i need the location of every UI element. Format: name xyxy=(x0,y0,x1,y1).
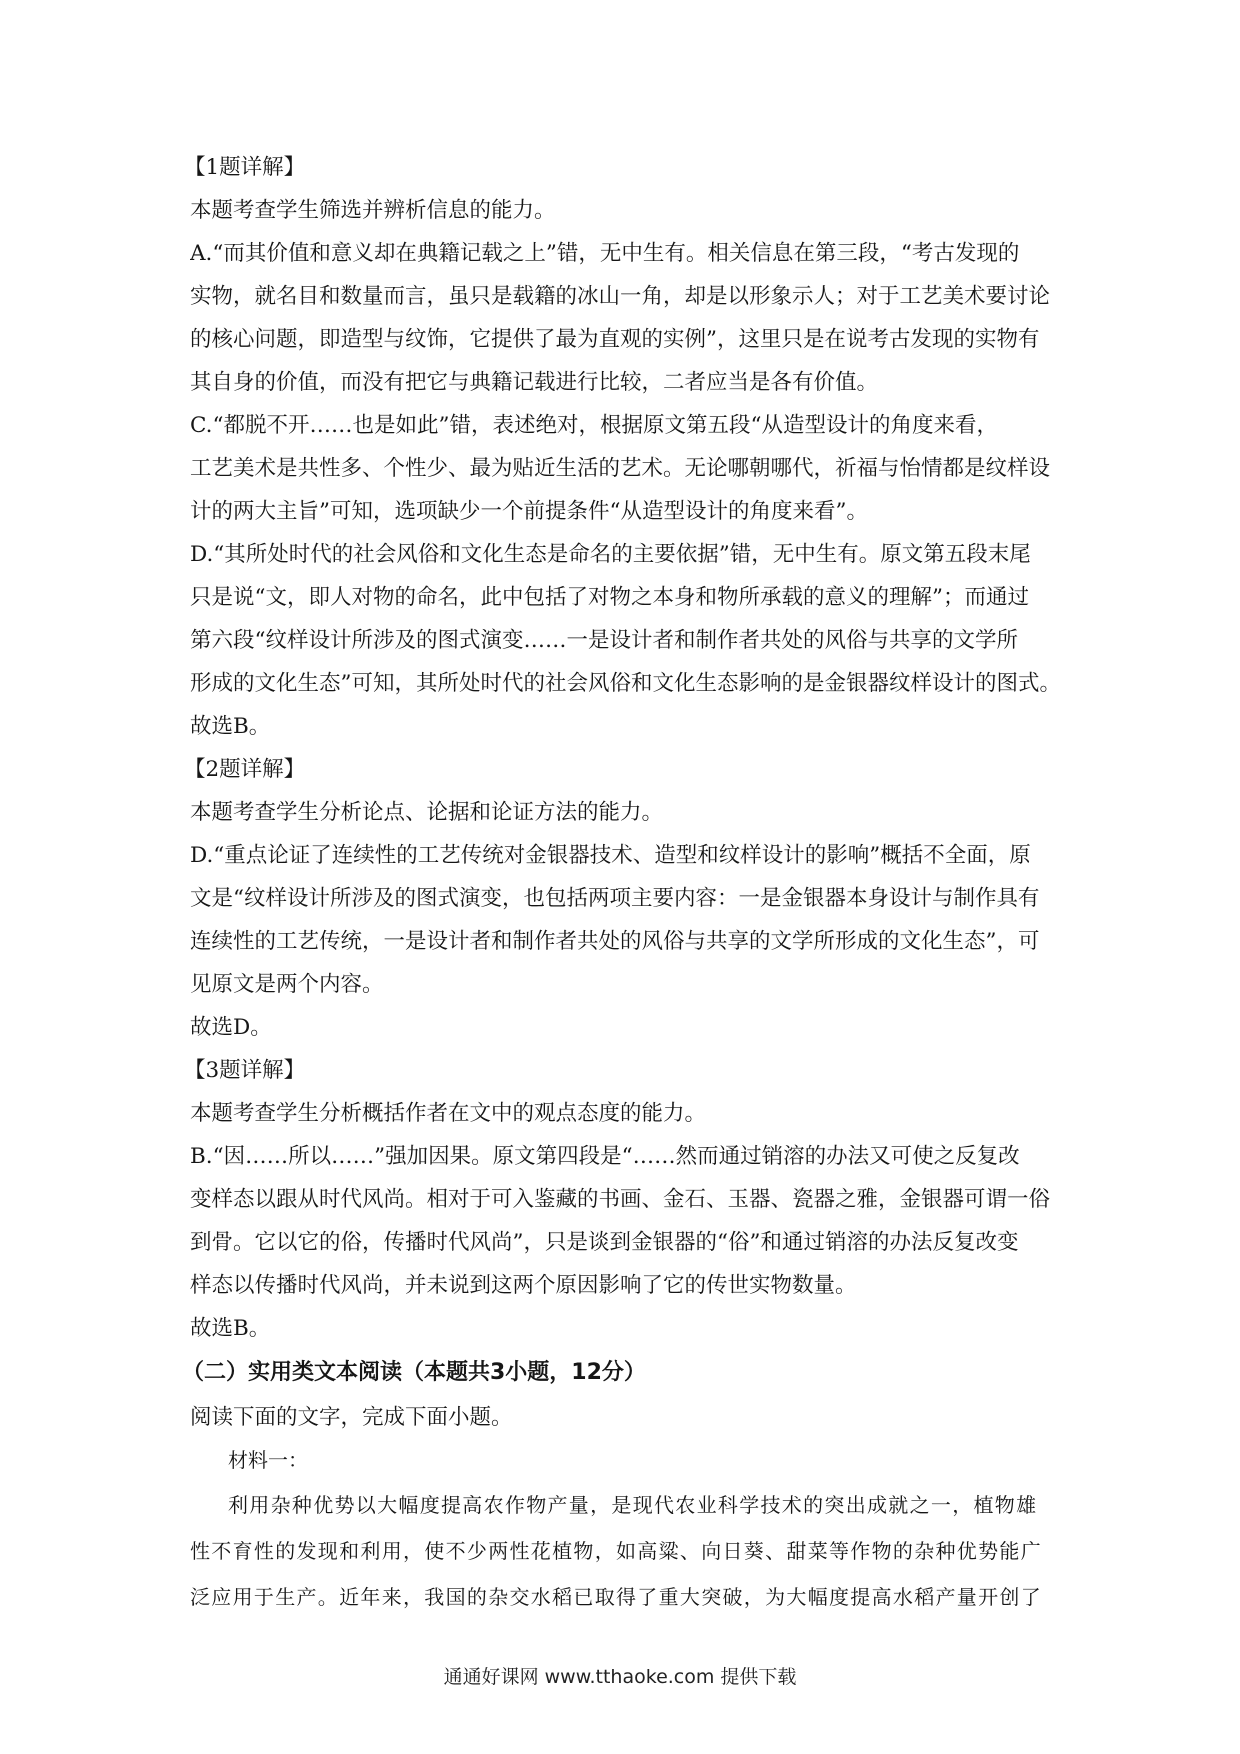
q2-line: 连续性的工艺传统，一是设计者和制作者共处的风俗与共享的文学所形成的文化生态”，可 xyxy=(190,929,1040,954)
q1-line: 其自身的价值，而没有把它与典籍记载进行比较，二者应当是各有价值。 xyxy=(190,370,879,395)
section-instruction: 阅读下面的文字，完成下面小题。 xyxy=(190,1405,513,1430)
q2-explanation xyxy=(190,791,1070,1049)
q2-line: D.“重点论证了连续性的工艺传统对金银器技术、造型和纹样设计的影响”概括不全面，原 xyxy=(190,843,1031,868)
q3-line: 本题考查学生分析概括作者在文中的观点态度的能力。 xyxy=(190,1101,707,1126)
q1-line: A.“而其价值和意义却在典籍记载之上”错，无中生有。相关信息在第三段，“考古发现的 xyxy=(190,241,1020,266)
page-footer: 通通好课网 www.tthaoke.com 提供下载 xyxy=(443,1666,797,1688)
q3-line: 样态以传播时代风尚，并未说到这两个原因影响了它的传世实物数量。 xyxy=(190,1273,857,1298)
q1-line: 第六段“纹样设计所涉及的图式演变……一是设计者和制作者共处的风俗与共享的文学所 xyxy=(190,628,1018,653)
document-body xyxy=(182,146,1070,1620)
q1-line: 本题考查学生筛选并辨析信息的能力。 xyxy=(190,198,556,223)
q2-line: 本题考查学生分析论点、论据和论证方法的能力。 xyxy=(190,800,664,825)
q2-heading: 【2题详解】 xyxy=(184,757,306,782)
q1-explanation xyxy=(190,189,1070,748)
q1-heading: 【1题详解】 xyxy=(184,155,306,180)
q1-line: 只是说“文，即人对物的命名，此中包括了对物之本身和物所承载的意义的理解”；而通过 xyxy=(190,585,1029,610)
material-label: 材料一： xyxy=(228,1448,308,1472)
q3-answer: 故选B。 xyxy=(190,1316,271,1341)
material-passage xyxy=(190,1482,1070,1620)
material-line: 泛应用于生产。近年来，我国的杂交水稻已取得了重大突破，为大幅度提高水稻产量开创了 xyxy=(190,1585,1042,1609)
section-title: （二）实用类文本阅读（本题共3小题，12分） xyxy=(182,1360,646,1385)
material-line: 性不育性的发现和利用，使不少两性花植物，如高粱、向日葵、甜菜等作物的杂种优势能广 xyxy=(190,1539,1042,1563)
q1-line: D.“其所处时代的社会风俗和文化生态是命名的主要依据”错，无中生有。原文第五段末尾 xyxy=(190,542,1031,567)
q3-explanation xyxy=(190,1092,1070,1350)
q1-line: 形成的文化生态”可知，其所处时代的社会风俗和文化生态影响的是金银器纹样设计的图式。 xyxy=(190,671,1061,696)
q3-heading: 【3题详解】 xyxy=(184,1058,306,1083)
q2-line: 见原文是两个内容。 xyxy=(190,972,384,997)
q1-line: 计的两大主旨”可知，选项缺少一个前提条件“从造型设计的角度来看”。 xyxy=(190,499,868,524)
q3-line: 变样态以跟从时代风尚。相对于可入鉴藏的书画、金石、玉器、瓷器之雅，金银器可谓一俗 xyxy=(190,1187,1051,1212)
q3-line: 到骨。它以它的俗，传播时代风尚”，只是谈到金银器的“俗”和通过销溶的办法反复改变 xyxy=(190,1230,1019,1255)
q2-line: 文是“纹样设计所涉及的图式演变，也包括两项主要内容：一是金银器本身设计与制作具有 xyxy=(190,886,1040,911)
q1-answer: 故选B。 xyxy=(190,714,271,739)
q1-line: 工艺美术是共性多、个性少、最为贴近生活的艺术。无论哪朝哪代，祈福与怡情都是纹样设 xyxy=(190,456,1051,481)
q3-line: B.“因……所以……”强加因果。原文第四段是“……然而通过销溶的办法又可使之反复改 xyxy=(190,1144,1020,1169)
q1-line: C.“都脱不开……也是如此”错，表述绝对，根据原文第五段“从造型设计的角度来看， xyxy=(190,413,998,438)
material-line: 利用杂种优势以大幅度提高农作物产量，是现代农业科学技术的突出成就之一，植物雄 xyxy=(228,1493,1038,1517)
q2-answer: 故选D。 xyxy=(190,1015,272,1040)
q1-line: 的核心问题，即造型与纹饰，它提供了最为直观的实例”，这里只是在说考古发现的实物有 xyxy=(190,327,1040,352)
q1-line: 实物，就名目和数量而言，虽只是载籍的冰山一角，却是以形象示人；对于工艺美术要讨论 xyxy=(190,284,1051,309)
